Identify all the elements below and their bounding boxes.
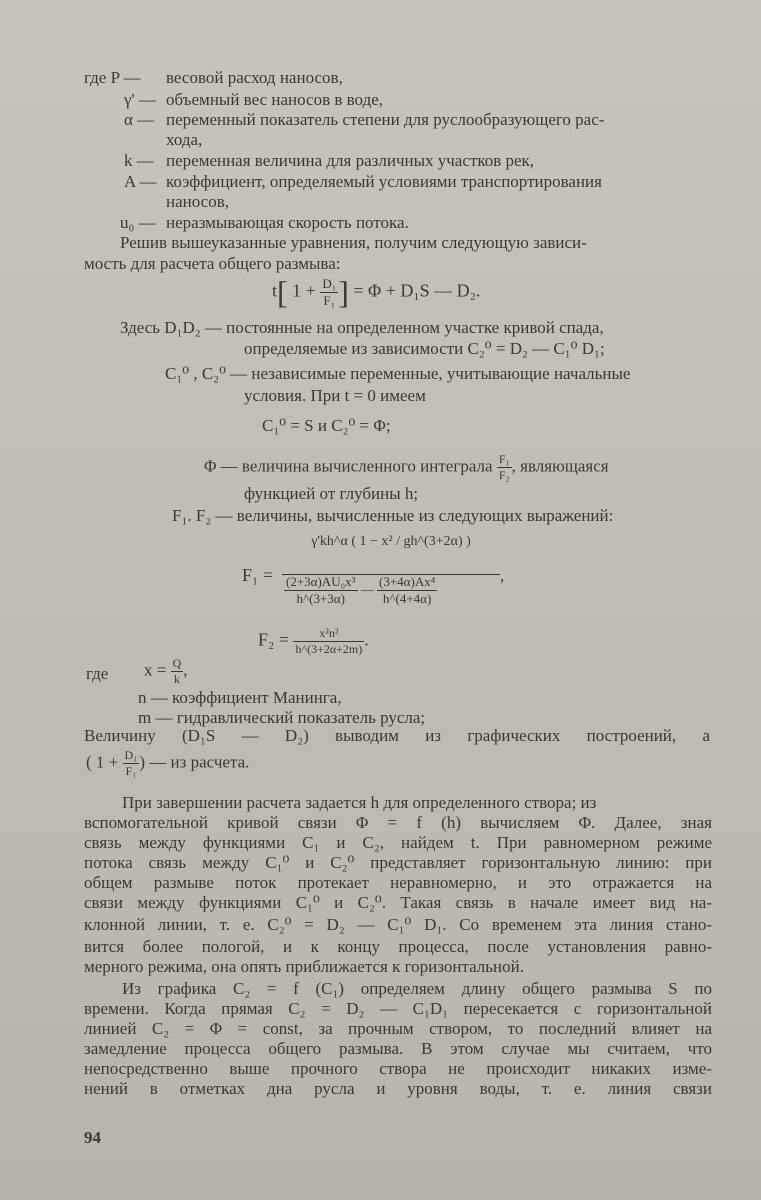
def-label-a: A —	[124, 172, 157, 191]
def3-n: n — коэффициент Манинга,	[138, 688, 342, 707]
para1-line-4: потока связь между C₁⁰ и C₂⁰ представляет горизонтальную линию: при	[84, 853, 712, 872]
page-number: 94	[84, 1128, 101, 1147]
def3-line-1: Величину (D₁S — D₂) выводим из графических построений, а	[84, 726, 710, 745]
f1-d2-den: h^(4+4α)	[377, 590, 437, 607]
f1-d1-den: h^(3+3α)	[284, 590, 358, 607]
eq-f2-den: h^(3+2α+2m)	[295, 642, 363, 656]
def3-x-den: k	[171, 671, 184, 687]
def3-x-row	[144, 656, 188, 687]
eq-main-t: t	[272, 280, 278, 301]
def3-x: x =	[144, 660, 167, 680]
intro-line-2: мость для расчета общего размыва:	[84, 254, 341, 273]
para2-line-3: линией C₂ = Φ = const, за прочным створом, то последний влияет на	[84, 1019, 712, 1038]
para2-line-2: времени. Когда прямая C₂ = D₂ — C₁D₁ пересекается с горизонтальной	[84, 999, 712, 1018]
para1-line-8: вится более пологой, и к концу процесса, после установления равно-	[84, 937, 712, 956]
def-text-p: весовой расход наносов,	[166, 68, 343, 87]
para1-line-9: мерного режима, она опять приближается к горизонтальной.	[84, 957, 524, 976]
def3-x-num: Q	[172, 656, 182, 670]
def2-frac-num: F₁	[498, 452, 510, 466]
equation-f1-num: γ'kh^α ( 1 − x² / gh^(3+2α) )	[311, 534, 471, 549]
def2-line-1b: определяемые из зависимости C₂⁰ = D₂ — C₁⁰ D₁;	[244, 339, 605, 358]
eq-main-rhs: = Φ + D₁S — D₂.	[353, 280, 481, 301]
def3-l2-num: D₁	[124, 748, 138, 762]
def3-x-tail: ,	[183, 660, 188, 680]
def-text-u0: неразмывающая скорость потока.	[166, 213, 409, 232]
def-text-gamma: объемный вес наносов в воде,	[166, 90, 384, 109]
def2-line-3: C₁⁰ = S и C₂⁰ = Φ;	[262, 416, 391, 435]
equation-f2-row	[258, 626, 369, 657]
def-text-k: переменная величина для различных участков рек,	[166, 151, 535, 170]
f1-d1-num: (2+3α)AU₀x³	[286, 574, 356, 589]
def3-gde: где	[86, 664, 109, 683]
eq-main-den: F₁	[320, 292, 338, 309]
para2-line-6: нений в отметках дна русла и уровня воды, т. е. линия связи	[84, 1079, 712, 1098]
def2-frac-den: F₂	[498, 468, 510, 482]
def3-l2-den: F₁	[123, 763, 140, 779]
def2-line-5: F₁. F₂ — величины, вычисленные из следующих выражений:	[172, 506, 614, 525]
def2-line-4-tail: , являющаяся	[511, 456, 609, 476]
eq-main-one-plus: 1 +	[292, 280, 316, 301]
def2-line-2a: C₁⁰ , C₂⁰ — независимые переменные, учитывающие начальные	[165, 364, 631, 383]
def-text-a: коэффициент, определяемый условиями транспортирования	[166, 172, 602, 191]
def3-l2-open: ( 1 +	[86, 752, 119, 772]
equation-main: t[ 1 + $\frac{\text{D₁}}{\text{F₁}}$ ] = Φ + D₁S — D₂.	[272, 274, 481, 310]
para1-line-6: связи между функциями C₁⁰ и C₂⁰. Такая связь в начале имеет вид на-	[84, 893, 712, 912]
intro-line-1: Решив вышеуказанные уравнения, получим следующую зависи-	[120, 233, 587, 252]
def2-line-4a: Φ — величина вычисленного интеграла	[204, 456, 493, 476]
def-text-alpha: переменный показатель степени для руслообразующего рас-	[166, 110, 605, 129]
para1-line-7: клонной линии, т. е. C₂⁰ = D₂ — C₁⁰ D₁. Со временем эта линия стано-	[84, 915, 712, 934]
equation-f1-den	[284, 574, 437, 607]
equation-f1-lhs: F₁ =	[242, 565, 273, 585]
def2-line-1a: Здесь D₁D₂ — постоянные на определенном участке кривой спада,	[120, 318, 604, 337]
def2-line-4a-row	[204, 452, 609, 483]
para1-line-2: вспомогательной кривой связи Φ = f (h) вычисляем Φ. Далее, зная	[84, 813, 712, 832]
para2-line-5: непосредственно выше прочного створа не происходит никаких изме-	[84, 1059, 712, 1078]
para1-line-3: связь между функциями C₁ и C₂, найдем t. При равномерном режиме	[84, 833, 712, 852]
f1-d2-num: (3+4α)Ax⁴	[379, 574, 436, 589]
equation-f1-tail: ,	[500, 566, 505, 585]
def-text-alpha-cont: хода,	[166, 130, 203, 149]
def3-line-2-row	[86, 748, 249, 779]
eq-main-num: D₁	[322, 276, 337, 291]
def-label-k: k —	[124, 151, 154, 170]
para2-line-1: Из графика C₂ = f (C₁) определяем длину общего размыва S по	[122, 979, 712, 998]
def-label-gamma: γ' —	[124, 90, 156, 109]
def2-line-4b: функцией от глубины h;	[244, 484, 419, 503]
para1-line-1: При завершении расчета задается h для определенного створа; из	[122, 793, 597, 812]
eq-f2-num: x²n²	[319, 626, 339, 640]
eq-f2-tail: .	[364, 629, 369, 650]
eq-f2-lhs: F₂ =	[258, 629, 289, 650]
def-text-a-cont: наносов,	[166, 192, 229, 211]
def3-l2-tail: ) — из расчета.	[139, 752, 250, 772]
def-label-u0: u₀ —	[120, 213, 156, 232]
para1-line-5: общем размыве поток протекает неравномерно, и это отражается на	[84, 873, 712, 892]
f1-minus: —	[360, 581, 374, 597]
para2-line-4: замедление процесса общего размыва. В этом случае мы считаем, что	[84, 1039, 712, 1058]
def-label-alpha: α —	[124, 110, 155, 129]
def3-m: m — гидравлический показатель русла;	[138, 708, 426, 727]
def-label-p: где P —	[84, 68, 141, 87]
def2-line-2b: условия. При t = 0 имеем	[244, 386, 426, 405]
